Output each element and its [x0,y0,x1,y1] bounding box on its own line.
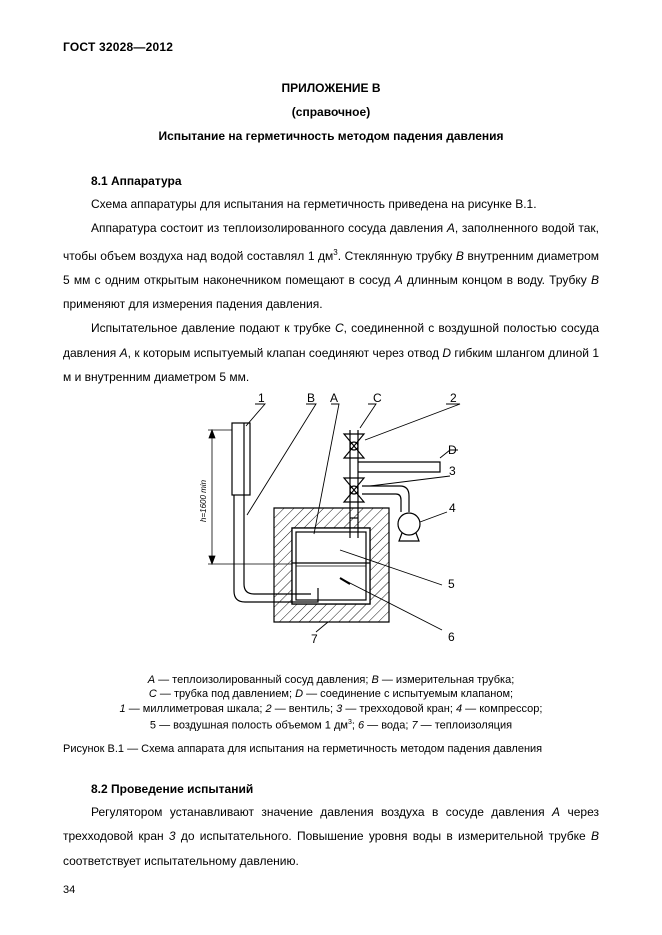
valve-2 [344,434,364,458]
label-b: В [307,391,316,405]
label-7: 7 [311,632,318,646]
appendix-status: (справочное) [291,105,371,119]
legend-line: 1 — миллиметровая шкала; 2 — вентиль; 3 — трехходовой кран; 4 — компрессор; [119,702,543,715]
three-way-valve [344,478,364,502]
document-code: ГОСТ 32028—2012 [63,40,174,54]
section-8-1-title: 8.1 Аппаратура [91,174,182,188]
height-dimension-label: h=1600 min [199,479,208,522]
label-1: 1 [258,391,265,405]
figure-legend [63,673,599,733]
section-8-2-title: 8.2 Проведение испытаний [91,782,254,796]
label-4: 4 [449,501,456,515]
label-5: 5 [448,577,455,591]
label-d: D [448,443,457,457]
figure-caption: Рисунок В.1 — Схема аппарата для испытания на герметичность методом падения давления [63,743,543,755]
section-8-2-body [63,800,599,873]
label-6: 6 [448,630,455,644]
label-c: С [373,391,382,405]
apparatus-diagram [0,385,662,665]
legend-line: 5 — воздушная полость объемом 1 $дм^3$; 6 — вода; 7 — теплоизоляция [149,719,513,732]
paragraph-test-pressure: Испытательное давление подают к трубке С, соединенной с воздушной полостью сосуда давления А, к которым испытуемый клапан соединяют через отвод D гибким шлангом длиной 1 м и внутренним диаметром 5 мм. [63,321,600,385]
paragraph-procedure: Регулятором устанавливают значение давления воздуха в сосуде давления А через трехходовой кран 3 до испытательного. Повышение уровня воды в измерительной трубке В соответствует испытательному давлению. [63,805,600,868]
appendix-title: ПРИЛОЖЕНИЕ В [281,81,381,95]
label-3: 3 [449,464,456,478]
page-number: 34 [63,884,76,896]
legend-line: С — трубка под давлением; D — соединение с испытуемым клапаном; [148,688,514,701]
legend-line: А — теплоизолированный сосуд давления; В — измерительная трубка; [147,674,515,686]
section-8-1-body [63,192,599,389]
branch-d [358,462,440,472]
millimeter-scale [232,423,250,495]
label-2: 2 [450,391,457,405]
label-a: А [330,391,339,405]
paragraph-apparatus: Аппаратура состоит из теплоизолированного сосуда давления А, заполненного водой так, чтобы объем воздуха над водой составлял 1 $дм^3$. Стеклянную трубку В внутренним диаметром 5 мм с одним открытым наконечником помещают в сосуд А длинным концом в воду. Трубку В применяют для измерения падения давления. [63,221,600,312]
appendix-heading: Испытание на герметичность методом падения давления [158,129,504,143]
compressor [398,513,420,535]
paragraph-scheme: Схема аппаратуры для испытания на герметичность приведена на рисунке В.1. [91,197,537,211]
